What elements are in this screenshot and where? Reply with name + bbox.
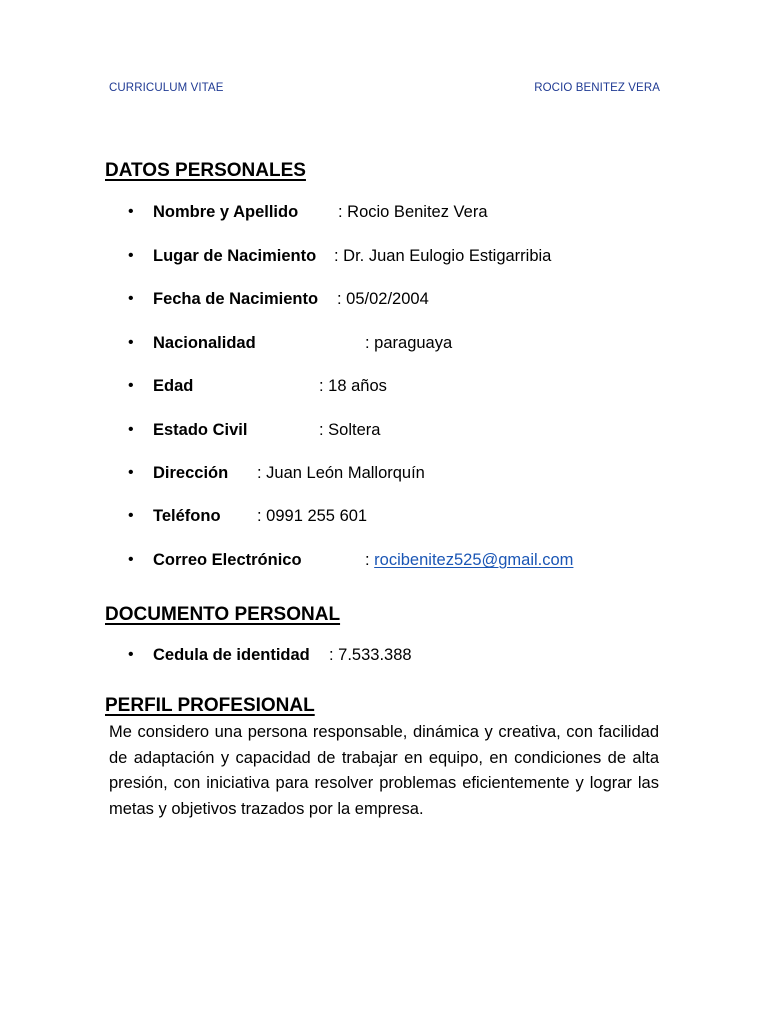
header-title: CURRICULUM VITAE [109, 82, 224, 94]
item-label: Cedula de identidad [153, 646, 310, 664]
bullet: • [128, 507, 134, 524]
item-label: Teléfono [153, 507, 221, 525]
item-label: Edad [153, 377, 194, 395]
section-title-perfil-profesional: PERFIL PROFESIONAL [105, 695, 315, 716]
header-name: ROCIO BENITEZ VERA [534, 82, 660, 94]
item-label: Nacionalidad [153, 334, 256, 352]
email-prefix: : [365, 551, 375, 569]
profile-paragraph: Me considero una persona responsable, dinámica y creativa, con facilidad de adaptación y capacidad de trabajar en equipo, en condiciones de alta presión, con iniciativa para resolver problemas eficientemente y lograr las metas y objetivos trazados por la empresa. [109, 723, 659, 818]
item-label: Nombre y Apellido [153, 203, 299, 221]
section-title-documento-personal: DOCUMENTO PERSONAL [105, 604, 341, 625]
item-value: : 18 años [319, 377, 387, 395]
item-value: : paraguaya [365, 334, 453, 352]
item-value: : 7.533.388 [329, 646, 412, 664]
bullet: • [128, 551, 134, 568]
item-value [365, 551, 573, 570]
item-value: : Dr. Juan Eulogio Estigarribia [334, 247, 552, 265]
email-link[interactable]: rocibenitez525@gmail.com [374, 551, 574, 569]
item-value: : 0991 255 601 [257, 507, 368, 525]
item-value: : Juan León Mallorquín [257, 464, 425, 482]
bullet: • [128, 646, 134, 663]
item-value: : Soltera [319, 421, 381, 439]
item-label: Estado Civil [153, 421, 248, 439]
item-label: Lugar de Nacimiento [153, 247, 317, 265]
bullet: • [128, 377, 134, 394]
section-title-datos-personales: DATOS PERSONALES [105, 160, 306, 181]
bullet: • [128, 247, 134, 264]
item-label: Dirección [153, 464, 229, 482]
item-label: Correo Electrónico [153, 551, 302, 569]
item-value: : Rocio Benitez Vera [338, 203, 488, 221]
item-value: : 05/02/2004 [337, 290, 429, 308]
bullet: • [128, 290, 134, 307]
bullet: • [128, 203, 134, 220]
bullet: • [128, 464, 134, 481]
bullet: • [128, 334, 134, 351]
item-label: Fecha de Nacimiento [153, 290, 319, 308]
bullet: • [128, 421, 134, 438]
